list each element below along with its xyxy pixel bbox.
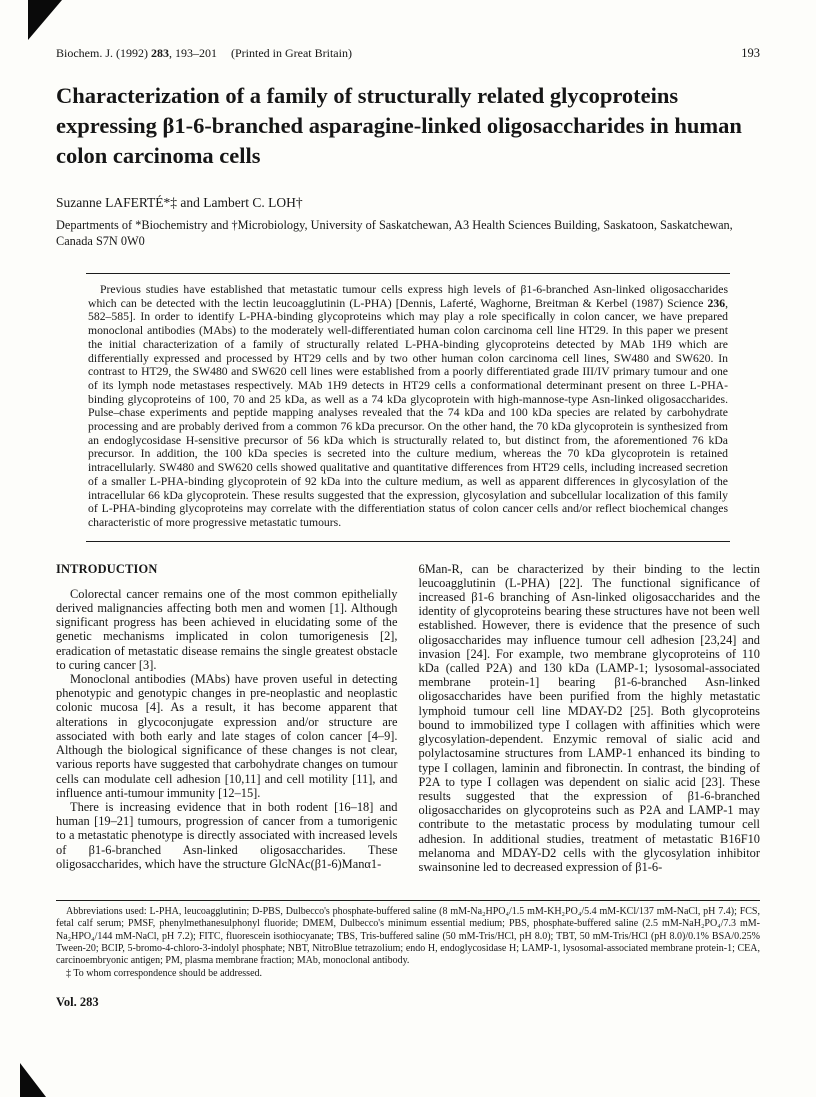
left-column xyxy=(56,562,398,874)
journal-name: Biochem. J. (1992) xyxy=(56,46,151,60)
abstract xyxy=(86,273,730,542)
authors: Suzanne LAFERTÉ*‡ and Lambert C. LOH† xyxy=(56,195,303,210)
volume-footer: Vol. 283 xyxy=(56,994,99,1009)
printed-in-note: (Printed in Great Britain) xyxy=(231,46,352,60)
paper-title: Characterization of a family of structurally related glycoproteins expressing β1-6-branched asparagine-linked oligosaccharides in human colon carcinoma cells xyxy=(56,83,742,168)
correspondence-footnote: ‡ To whom correspondence should be addressed. xyxy=(66,967,263,979)
intro-paragraph-2: Monoclonal antibodies (MAbs) have proven useful in detecting phenotypic and genotypic changes in pre-neoplastic and neoplastic colonic mucosa [4]. As a result, it has become apparent that alterations in glycoconjugate expression and/or structure are associated with both early and late stages of colon cancer [4–9]. Although the biological significance of these changes is not clear, various reports have suggested that carbohydrate changes on tumour cells can modulate cell adhesion [10,11] and cell motility [11], and influence anti-tumour immunity [12–15]. xyxy=(56,672,398,800)
abstract-paragraph xyxy=(88,283,728,530)
intro-paragraph-3: There is increasing evidence that in both rodent [16–18] and human [19–21] tumours, progression of cancer from a tumorigenic to a metastatic phenotype is directly associated with increased levels of β1-6-branched Asn-linked oligosaccharides. These oligosaccharides, which have the structure GlcNAc(β1-6)Manα1- xyxy=(56,799,398,871)
scan-artifact-bottom-left xyxy=(20,1063,46,1097)
journal-volume: 283 xyxy=(151,46,169,60)
abbreviations-footnote: Abbreviations used: L-PHA, leucoagglutinin; D-PBS, Dulbecco's phosphate-buffered saline (8 mM-Na₂HPO₄/1.5 mM-KH₂PO₄/5.4 mM-KCl/137 mM-NaCl, pH 7.4); FCS, fetal calf serum; PMSF, phenylmethanesulphonyl fluoride; DMEM, Dulbecco's minimum essential medium; PBS, phosphate-buffered saline (2.5 mM-NaH₂PO₄/7.3 mM-Na₂HPO₄/144 mM-NaCl, pH 7.2); FITC, fluorescein isothiocyanate; TBS, Tris-buffered saline (50 mM-Tris/HCl, pH 8.0); TBT, 50 mM-Tris/HCl (pH 8.0)/0.1% BSA/0.25% Tween-20; BCIP, 5-bromo-4-chloro-3-indolyl phosphate; NBT, NitroBlue tetrazolium; endo H, endoglycosidase H; LAMP-1, lysosomal-associated membrane protein-1; CEA, carcinoembryonic antigen; PM, plasma membrane fraction; MAb, monoclonal antibody. xyxy=(56,906,760,967)
journal-pages: , 193–201 xyxy=(169,46,217,60)
scan-artifact-top-left xyxy=(28,0,62,40)
affiliation: Departments of *Biochemistry and †Microbiology, University of Saskatchewan, A3 Health Sciences Building, Saskatoon, Saskatchewan, Canada S7N 0W0 xyxy=(56,218,733,248)
page-number: 193 xyxy=(741,46,760,60)
abstract-bold-reference: 236 xyxy=(707,296,726,310)
abstract-text-pre: Previous studies have established that metastatic tumour cells express high levels of β1-6-branched Asn-linked oligosaccharides which can be detected with the lectin leucoagglutinin (L-PHA) [Dennis, Laferté, Waghorne, Breitman & Kerbel (1987) Science xyxy=(88,283,728,310)
journal-citation xyxy=(56,46,352,61)
introduction-heading: INTRODUCTION xyxy=(56,561,158,576)
footnote-block xyxy=(56,900,760,980)
intro-paragraph-1: Colorectal cancer remains one of the most common epithelially derived malignancies affecting both men and women [1]. Although significant progress has been achieved in elucidating some of the genetic mechanisms implicated in colon tumorigenesis [2], eradication of metastatic disease remains the single greatest obstacle to curing cancer [3]. xyxy=(56,586,398,672)
right-column xyxy=(419,562,761,874)
abstract-text-post: , 582–585]. In order to identify L-PHA-binding glycoproteins which may play a role specifically in colon cancer, we have prepared monoclonal antibodies (MAbs) to the moderately well-differentiated human colon carcinoma cell line HT29. In this paper we present the initial characterization of a family of structurally related L-PHA-binding glycoproteins detected by MAb 1H9 which are differentially expressed and processed by HT29 cells and by two other human colon carcinoma cell lines, SW480 and SW620. In contrast to HT29, the SW480 and SW620 cell lines were established from a poorly differentiated grade III/IV primary tumour and one of its lymph node metastases respectively. MAb 1H9 detects in HT29 cells a conformational determinant present on three L-PHA-binding glycoproteins of 100, 70 and 25 kDa, as well as a 74 kDa glycoprotein with high-mannose-type Asn-linked oligosaccharides. Pulse–chase experiments and peptide mapping analyses revealed that the 74 kDa and 100 kDa species are related by carbohydrate processing and are probably derived from a common 76 kDa precursor. On the other hand, the 70 kDa glycoprotein is synthesized from an endoglycosidase H-sensitive precursor of 56 kDa which is structurally related to, but distinct from, the aforementioned 76 kDa precursor. In addition, the 100 kDa species is secreted into the culture medium, whereas the 70 kDa glycoprotein is retained intracellularly. SW480 and SW620 cells showed qualitative and quantitative differences from HT29 cells, including increased secretion of a smaller L-PHA-binding glycoprotein of 92 kDa into the culture medium, as well as apparent differences in glycosylation of the intracellular 66 kDa glycoprotein. These results suggested that the expression, glycosylation and subcellular localization of this family of L-PHA-binding glycoproteins may correlate with the differentiation status of colon cancer cells and/or reflect biochemical changes characteristic of more progressive metastatic tumours. xyxy=(88,296,728,529)
intro-paragraph-4: 6Man-R, can be characterized by their binding to the lectin leucoagglutinin (L-PHA) [22]. The functional significance of increased β1-6 branching of Asn-linked oligosaccharides and the identity of glycoproteins bearing these structures have not been well established. However, there is evidence that the presence of such oligosaccharides may influence tumour cell adhesion [23,24] and invasion [24]. For example, two membrane glycoproteins of 110 kDa (called P2A) and 130 kDa (LAMP-1; lysosomal-associated membrane protein-1] bearing β1-6-branched Asn-linked oligosaccharides have been purified from the highly metastatic lymphoid tumour cell line MDAY-D2 [25]. Both glycoproteins bound to immobilized type I collagen with affinities which were glycosylation-dependent. Enzymic removal of sialic acid and polylactosamine structures from LAMP-1 enhanced its binding to type I collagen, laminin and fibronectin. In contrast, the binding of P2A to type I collagen was dependent on sialic acid [23]. These results suggested that the expression of β1-6-branched oligosaccharides on glycoproteins such as P2A and LAMP-1 may contribute to the metastatic process by modulating tumour cell adhesion. In additional studies, treatment of metastatic B16F10 melanoma and MDAY-D2 cells with the glycosylation inhibitor swainsonine led to decreased expression of β1-6- xyxy=(418,561,760,874)
two-column-body xyxy=(56,562,760,874)
page-header xyxy=(56,46,760,61)
